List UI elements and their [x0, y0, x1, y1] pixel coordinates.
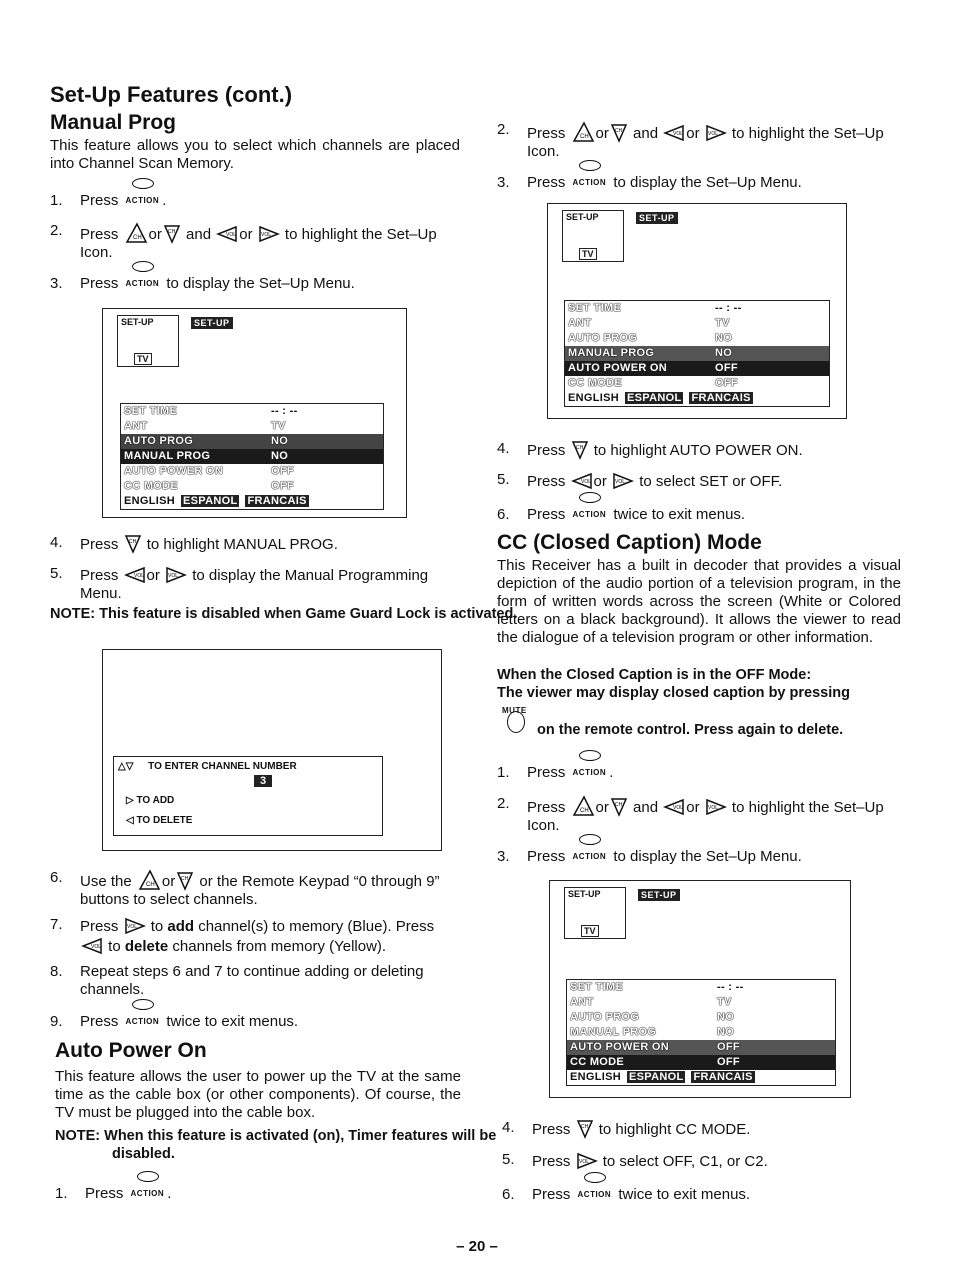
menu-row-ant: ANT TV: [124, 420, 286, 432]
manual-step-3: 3. Press ACTION to display the Set–Up Menu.: [50, 275, 462, 293]
svg-text:VOL: VOL: [707, 805, 718, 811]
cc-off-mode-label: When the Closed Caption is in the OFF Mode:: [497, 667, 812, 683]
manual-prog-intro: This feature allows you to select which channels are placed into Channel Scan Memory.: [50, 137, 460, 172]
page-number: – 20 –: [456, 1238, 498, 1255]
setup-tv-icon: SET-UP TV: [117, 315, 179, 367]
manual-prog-screen: [102, 649, 442, 851]
section-title: Set-Up Features (cont.): [50, 82, 293, 107]
auto-step-2: 2. Press CH or CH and VOL or VOL to highlight the Set–Up Icon.: [497, 121, 884, 160]
manual-step-6: 6. Use the CH or CH or the Remote Keypad “0 through 9” buttons to select channels.: [50, 869, 440, 908]
ch-up-triangle-icon: [571, 795, 595, 817]
setup-tab-label: SET-UP: [636, 212, 678, 224]
manual-note: NOTE: This feature is disabled when Game Guard Lock is activated.: [50, 606, 518, 622]
svg-text:CH: CH: [580, 1124, 588, 1130]
setup-tab-label: SET-UP: [191, 317, 233, 329]
svg-text:VOL: VOL: [260, 232, 271, 238]
ch-down-triangle-icon: [610, 797, 628, 817]
cc-step-6: 6. Press ACTION twice to exit menus.: [502, 1186, 902, 1204]
ch-down-triangle-icon: [576, 1119, 594, 1139]
menu-row-auto-power: AUTO POWER ON OFF: [565, 361, 829, 376]
channel-entry-row: △▽ TO ENTER CHANNEL NUMBER: [118, 761, 297, 772]
menu-row-ant: ANT TV: [568, 317, 730, 329]
svg-text:VOL: VOL: [226, 232, 237, 238]
cc-mute-instruction: The viewer may display closed caption by pressing: [497, 685, 850, 701]
cc-step-2: 2. Press CH or CH and VOL or VOL to highlight the Set–Up Icon.: [497, 795, 884, 834]
mute-label: MUTE: [502, 706, 527, 716]
svg-text:CH: CH: [614, 802, 623, 808]
vol-left-triangle-icon: [571, 471, 593, 491]
action-oval-icon: ACTION: [573, 764, 607, 782]
auto-step-4: 4. Press CH to highlight AUTO POWER ON.: [497, 440, 803, 459]
setup-menu-screen: [102, 308, 407, 518]
menu-row-cc-mode: CC MODE OFF: [124, 480, 294, 492]
mute-circle-icon: [507, 711, 525, 733]
vol-right-triangle-icon: [705, 123, 727, 143]
ch-up-triangle-icon: [124, 222, 148, 244]
vol-left-triangle-icon: [663, 123, 685, 143]
manual-step-4: 4. Press CH to highlight MANUAL PROG.: [50, 534, 338, 553]
add-row: ▷ TO ADD: [126, 795, 175, 806]
svg-text:VOL: VOL: [126, 924, 137, 930]
vol-right-triangle-icon: [124, 916, 146, 936]
auto-power-note: NOTE: When this feature is activated (on), Timer features will be disabled.: [55, 1128, 497, 1162]
delete-row: ◁ TO DELETE: [126, 815, 193, 826]
menu-row-auto-power: AUTO POWER ON OFF: [567, 1040, 835, 1055]
vol-right-triangle-icon: [165, 565, 187, 585]
svg-text:VOL: VOL: [707, 131, 718, 137]
auto-step-6: 6. Press ACTION twice to exit menus.: [497, 506, 903, 524]
cc-step-1: 1. Press ACTION .: [497, 764, 903, 782]
menu-row-set-time: SET TIME -- : --: [570, 981, 744, 993]
manual-step-8: 8. Repeat steps 6 and 7 to continue adding or deleting channels.: [50, 963, 424, 998]
auto-power-intro: This feature allows the user to power up the TV at the same time as the cable box (or other components). Of course, the TV must be plugged into the cable box.: [55, 1068, 461, 1121]
svg-text:CH: CH: [575, 445, 583, 451]
menu-row-set-time: SET TIME -- : --: [124, 405, 298, 417]
vol-left-triangle-icon: [124, 565, 146, 585]
action-oval-icon: ACTION: [573, 506, 607, 524]
svg-text:VOL: VOL: [673, 805, 684, 811]
manual-step-1: 1. Press ACTION .: [50, 192, 462, 210]
auto-step-3: 3. Press ACTION to display the Set–Up Menu.: [497, 174, 903, 192]
cc-mute-instruction-end: on the remote control. Press again to delete.: [537, 722, 844, 738]
manual-step-9: 9. Press ACTION twice to exit menus.: [50, 1013, 462, 1031]
cc-mode-screen: [549, 880, 851, 1098]
svg-text:VOL: VOL: [615, 479, 626, 485]
setup-menu-list: [564, 300, 830, 407]
menu-row-manual-prog: MANUAL PROG NO: [121, 449, 383, 464]
ch-down-triangle-icon: [571, 440, 589, 460]
menu-row-auto-power: AUTO POWER ON OFF: [124, 465, 294, 477]
svg-text:CH: CH: [145, 882, 155, 888]
auto-step-1: 1. Press ACTION .: [55, 1185, 463, 1203]
action-oval-icon: ACTION: [131, 1185, 165, 1203]
menu-row-manual-prog: MANUAL PROG NO: [570, 1026, 735, 1038]
action-oval-icon: ACTION: [578, 1186, 612, 1204]
svg-text:VOL: VOL: [673, 131, 684, 137]
channel-number: 3: [254, 775, 272, 787]
svg-text:CH: CH: [167, 229, 176, 235]
action-oval-icon: ACTION: [126, 192, 160, 210]
ch-up-triangle-icon: [137, 869, 161, 891]
ch-down-triangle-icon: [176, 871, 194, 891]
menu-row-cc-mode: CC MODE OFF: [568, 377, 738, 389]
svg-text:CH: CH: [132, 235, 142, 241]
menu-row-language: ENGLISH ESPANOL FRANCAIS: [568, 392, 751, 404]
manual-step-5: 5. Press VOL or VOL to display the Manual Programming Menu.: [50, 565, 429, 602]
vol-left-triangle-icon: [81, 936, 103, 956]
action-oval-icon: ACTION: [126, 275, 160, 293]
manual-step-2: 2. Press CH or CH and VOL or VOL to highlight the Set–Up Icon.: [50, 222, 437, 261]
vol-right-icon: ▷: [126, 795, 134, 806]
menu-row-ant: ANT TV: [570, 996, 732, 1008]
ch-down-triangle-icon: [610, 123, 628, 143]
cc-mode-intro: This Receiver has a built in decoder that provides a visual depiction of the audio portion of a television program, in the form of written words across the screen (White or Colored letters on a black background). It allows the viewer to read the dialogue of a television program or other information.: [497, 557, 901, 646]
svg-text:CH: CH: [128, 539, 136, 545]
cc-step-3: 3. Press ACTION to display the Set–Up Menu.: [497, 848, 903, 866]
svg-text:CH: CH: [579, 134, 589, 140]
vol-left-icon: ◁: [126, 815, 134, 826]
auto-power-screen: [547, 203, 847, 419]
setup-tv-icon: SET-UP TV: [564, 887, 626, 939]
menu-row-auto-prog: AUTO PROG NO: [570, 1011, 735, 1023]
vol-right-triangle-icon: [258, 224, 280, 244]
menu-row-language: ENGLISH ESPANOL FRANCAIS: [124, 495, 307, 507]
setup-tab-label: SET-UP: [638, 889, 680, 901]
ch-down-triangle-icon: [163, 224, 181, 244]
menu-row-manual-prog: MANUAL PROG NO: [565, 346, 829, 361]
ch-up-triangle-icon: [571, 121, 595, 143]
svg-text:VOL: VOL: [91, 944, 102, 950]
manual-prog-panel: [113, 756, 383, 836]
setup-menu-list: [566, 979, 836, 1086]
menu-row-language: ENGLISH ESPANOL FRANCAIS: [570, 1071, 753, 1083]
menu-row-set-time: SET TIME -- : --: [568, 302, 742, 314]
auto-step-5: 5. Press VOL or VOL to select SET or OFF.: [497, 471, 783, 490]
auto-power-heading: Auto Power On: [55, 1039, 207, 1062]
ch-up-down-icon: △▽: [118, 761, 134, 772]
svg-text:VOL: VOL: [578, 1159, 589, 1165]
vol-right-triangle-icon: [612, 471, 634, 491]
action-oval-icon: ACTION: [573, 848, 607, 866]
manual-step-7: 7. Press VOL to add channel(s) to memory (Blue). Press VOL to delete channels from memory (Yellow).: [50, 916, 435, 955]
svg-text:CH: CH: [614, 128, 623, 134]
cc-step-5: 5. Press VOL to select OFF, C1, or C2.: [502, 1151, 768, 1170]
svg-text:VOL: VOL: [168, 573, 179, 579]
menu-row-cc-mode: CC MODE OFF: [567, 1055, 835, 1070]
vol-left-triangle-icon: [663, 797, 685, 817]
vol-right-triangle-icon: [705, 797, 727, 817]
svg-text:CH: CH: [579, 808, 589, 814]
svg-text:VOL: VOL: [580, 479, 591, 485]
action-oval-icon: ACTION: [126, 1013, 160, 1031]
manual-prog-heading: Manual Prog: [50, 111, 177, 134]
ch-down-triangle-icon: [124, 534, 142, 554]
right-column: [497, 0, 903, 1203]
cc-mode-heading: CC (Closed Caption) Mode: [497, 531, 762, 554]
svg-text:VOL: VOL: [133, 573, 144, 579]
svg-text:CH: CH: [181, 876, 189, 882]
setup-tv-icon: SET-UP TV: [562, 210, 624, 262]
vol-right-triangle-icon: [576, 1151, 598, 1171]
cc-step-4: 4. Press CH to highlight CC MODE.: [502, 1119, 751, 1138]
setup-menu-list: [120, 403, 384, 510]
vol-left-triangle-icon: [216, 224, 238, 244]
action-oval-icon: ACTION: [573, 174, 607, 192]
menu-row-auto-prog: AUTO PROG NO: [121, 434, 383, 449]
menu-row-auto-prog: AUTO PROG NO: [568, 332, 733, 344]
